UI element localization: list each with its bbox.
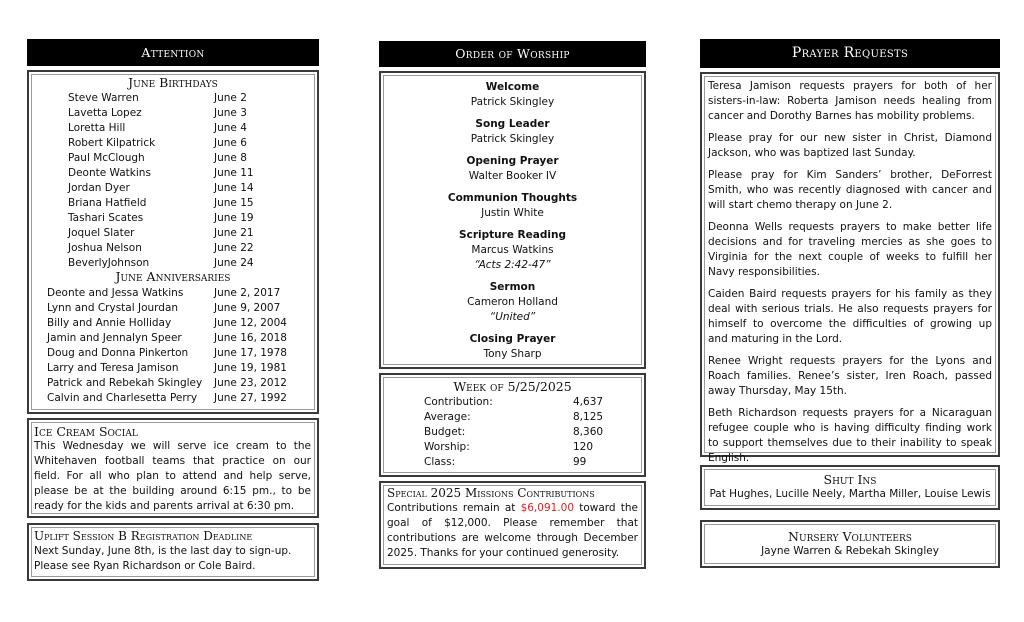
worship-item	[381, 80, 644, 110]
birthday-date: June 3	[214, 107, 247, 119]
missions-box	[379, 481, 646, 569]
week-stat-label: Budget:	[424, 426, 466, 438]
birthday-row	[29, 166, 317, 181]
week-stat-value: 8,360	[573, 426, 604, 438]
birthday-row	[29, 241, 317, 256]
prayer-list	[708, 79, 992, 466]
uplift-box	[27, 523, 319, 581]
anniversary-names: Deonte and Jessa Watkins	[47, 287, 184, 299]
worship-item-extra: “United”	[489, 311, 536, 323]
anniversary-row	[29, 361, 317, 376]
birthdays-title: June Birthdays	[128, 75, 218, 90]
worship-item-title: Opening Prayer	[466, 155, 559, 167]
worship-item-title: Welcome	[485, 81, 540, 93]
birthday-row	[29, 181, 317, 196]
birthday-date: June 11	[214, 167, 254, 179]
birthday-row	[29, 196, 317, 211]
shut-ins-box	[700, 465, 1000, 510]
missions-text-before: Contributions remain at	[387, 502, 521, 514]
birthday-name: Robert Kilpatrick	[68, 137, 156, 149]
prayer-request: Renee Wright requests prayers for the Lyons and Roach families. Renee’s sister, Iren Roach, passed away Thursday, May 15th.	[708, 355, 992, 397]
missions-text	[387, 501, 638, 561]
worship-item-title: Closing Prayer	[469, 333, 556, 345]
birthday-row	[29, 211, 317, 226]
attention-banner: Attention	[27, 39, 319, 66]
birthday-date: June 6	[214, 137, 247, 149]
birthday-date: June 24	[214, 257, 254, 269]
birthday-row	[29, 106, 317, 121]
worship-item-name: Marcus Watkins	[471, 244, 554, 256]
anniversaries-title: June Anniversaries	[115, 269, 231, 284]
birthday-date: June 19	[214, 212, 254, 224]
week-stat-row	[381, 440, 644, 455]
order-of-worship-box	[379, 71, 646, 369]
birthday-row	[29, 91, 317, 106]
anniversary-date: June 19, 1981	[214, 362, 287, 374]
birthday-name: Loretta Hill	[68, 122, 126, 134]
prayer-banner: Prayer Requests	[700, 39, 1000, 68]
uplift-text: Next Sunday, June 8th, is the last day to sign-up. Please see Ryan Richardson or Cole Baird.	[34, 545, 292, 572]
worship-item	[381, 154, 644, 184]
week-stat-value: 4,637	[573, 396, 604, 408]
week-stat-row	[381, 425, 644, 440]
week-box	[379, 373, 646, 477]
ice-cream-title: Ice Cream Social	[34, 424, 138, 439]
birthday-date: June 8	[214, 152, 247, 164]
worship-item	[381, 191, 644, 221]
week-stat-label: Class:	[424, 456, 456, 468]
birthday-date: June 14	[214, 182, 254, 194]
anniversary-date: June 23, 2012	[214, 377, 287, 389]
ice-cream-box	[27, 418, 319, 518]
birthday-name: Steve Warren	[68, 92, 139, 104]
worship-item	[381, 228, 644, 273]
worship-item-extra: “Acts 2:42-47”	[474, 259, 551, 271]
worship-item-title: Sermon	[489, 281, 536, 293]
missions-text-after: toward the goal of $12,000. Please remember that contributions are welcome through December 2025. Thanks for your continued generosity.	[387, 502, 638, 559]
anniversary-names: Larry and Teresa Jamison	[47, 362, 179, 374]
missions-amount: $6,091.00	[520, 502, 575, 514]
birthday-date: June 2	[214, 92, 247, 104]
anniversary-date: June 9, 2007	[214, 302, 281, 314]
prayer-request: Teresa Jamison requests prayers for both of her sisters-in-law: Roberta Jamison needs healing from cancer and Dorothy Barnes has mobility problems.	[708, 80, 992, 122]
worship-item	[381, 280, 644, 325]
birthday-date: June 4	[214, 122, 247, 134]
week-stat-value: 8,125	[573, 411, 604, 423]
worship-item-name: Patrick Skingley	[470, 96, 555, 108]
anniversary-names: Doug and Donna Pinkerton	[47, 347, 189, 359]
anniversary-names: Lynn and Crystal Jourdan	[47, 302, 179, 314]
anniversary-row	[29, 316, 317, 331]
prayer-request: Beth Richardson requests prayers for a Nicaraguan refugee couple who is having difficulty finding work to support themselves due to their inability to speak English.	[708, 407, 992, 464]
anniversary-names: Jamin and Jennalyn Speer	[47, 332, 182, 344]
nursery-title: Nursery Volunteers	[788, 529, 912, 544]
birthday-name: Joshua Nelson	[68, 242, 142, 254]
week-stat-row	[381, 410, 644, 425]
worship-list	[381, 80, 644, 362]
birthday-row	[29, 151, 317, 166]
anniversary-date: June 16, 2018	[214, 332, 287, 344]
anniversary-row	[29, 346, 317, 361]
week-stat-row	[381, 395, 644, 410]
prayer-request: Caiden Baird requests prayers for his family as they deal with serious trials. He also requests prayers for himself to overcome the difficulties of growing up and maturing in the Lord.	[708, 288, 992, 345]
week-stat-label: Average:	[424, 411, 471, 423]
birthday-row	[29, 136, 317, 151]
shut-ins-title: Shut Ins	[823, 472, 877, 487]
week-stat-value: 120	[573, 441, 594, 453]
anniversary-names: Billy and Annie Holliday	[47, 317, 172, 329]
worship-item-title: Scripture Reading	[459, 229, 566, 241]
worship-item	[381, 332, 644, 362]
missions-title: Special 2025 Missions Contributions	[387, 486, 595, 500]
birthday-name: Lavetta Lopez	[68, 107, 142, 119]
birthday-name: Tashari Scates	[68, 212, 144, 224]
anniversary-row	[29, 376, 317, 391]
week-stat-value: 99	[573, 456, 587, 468]
anniversary-row	[29, 331, 317, 346]
anniversary-names: Calvin and Charlesetta Perry	[47, 392, 198, 404]
anniversary-date: June 2, 2017	[214, 287, 281, 299]
birthday-name: Joquel Slater	[68, 227, 135, 239]
birthday-row	[29, 226, 317, 241]
prayer-requests-box	[700, 72, 1000, 464]
worship-item-name: Justin White	[481, 207, 544, 219]
prayer-request: Please pray for our new sister in Christ, Diamond Jackson, who was baptized last Sunday.	[708, 132, 992, 159]
birthday-name: Paul McClough	[68, 152, 145, 164]
birthday-name: Briana Hatfield	[68, 197, 147, 209]
birthday-date: June 15	[214, 197, 254, 209]
nursery-text: Jayne Warren & Rebekah Skingley	[761, 545, 939, 557]
anniversary-names: Patrick and Rebekah Skingley	[47, 377, 203, 389]
worship-item-name: Cameron Holland	[467, 296, 558, 308]
anniversary-row	[29, 301, 317, 316]
anniversary-date: June 12, 2004	[214, 317, 287, 329]
uplift-title: Uplift Session B Registration Deadline	[34, 529, 253, 543]
anniversary-date: June 27, 1992	[214, 392, 287, 404]
prayer-request: Please pray for Kim Sanders’ brother, DeForrest Smith, who was recently diagnosed with cancer and will start chemo therapy on June 2.	[708, 169, 992, 211]
birthday-name: Jordan Dyer	[68, 182, 130, 194]
worship-banner: Order of Worship	[379, 41, 646, 67]
week-stat-row	[381, 455, 644, 470]
week-stat-label: Contribution:	[424, 396, 493, 408]
birthday-name: BeverlyJohnson	[68, 257, 150, 269]
birthday-date: June 22	[214, 242, 254, 254]
birthday-row	[29, 121, 317, 136]
worship-item-name: Walter Booker IV	[468, 170, 557, 182]
shut-ins-text: Pat Hughes, Lucille Neely, Martha Miller, Louise Lewis	[709, 488, 991, 500]
prayer-request: Deonna Wells requests prayers to make better life decisions and for traveling mercies as she goes to Virginia for the next couple of weeks to fulfill her Navy responsibilities.	[708, 221, 992, 278]
birthdays-anniversaries-box	[27, 70, 319, 414]
ice-cream-text: This Wednesday we will serve ice cream to the Whitehaven football teams that practice on our field. For all who plan to attend and help serve, please be at the building around 6:15 pm., to be ready for the kids and parents arrival at 6:30 pm.	[34, 440, 311, 512]
worship-item-name: Tony Sharp	[483, 348, 542, 360]
week-title: Week of 5/25/2025	[453, 379, 572, 394]
anniversary-row	[29, 286, 317, 301]
worship-item-name: Patrick Skingley	[470, 133, 555, 145]
week-stat-label: Worship:	[424, 441, 470, 453]
birthday-name: Deonte Watkins	[68, 167, 151, 179]
anniversary-row	[29, 391, 317, 406]
worship-item-title: Communion Thoughts	[447, 192, 578, 204]
worship-item-title: Song Leader	[475, 118, 550, 130]
worship-item	[381, 117, 644, 147]
nursery-box	[700, 520, 1000, 568]
anniversary-date: June 17, 1978	[214, 347, 287, 359]
birthday-date: June 21	[214, 227, 254, 239]
